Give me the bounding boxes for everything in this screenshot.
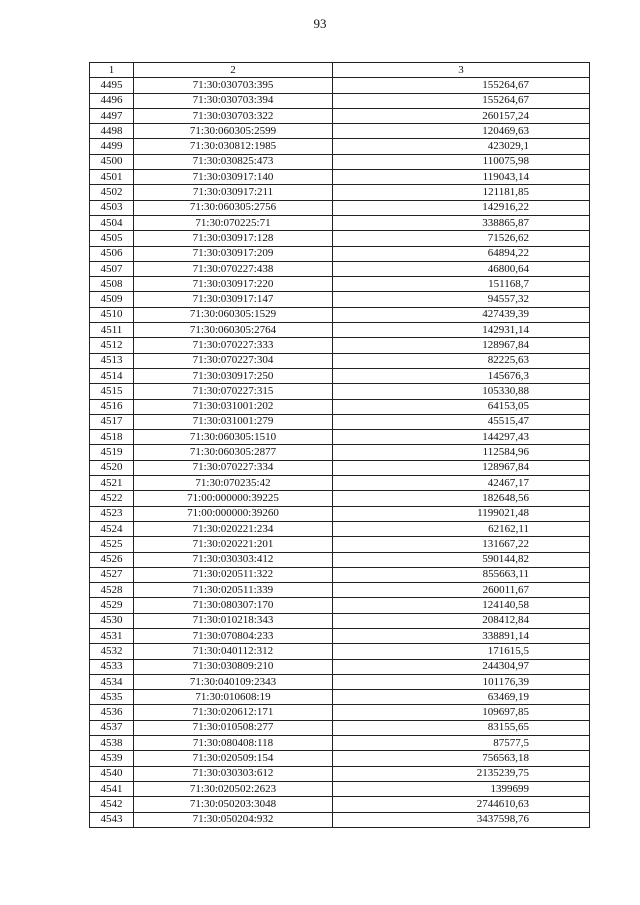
table-row xyxy=(90,108,590,123)
table-row xyxy=(90,644,590,659)
cadastral-number-cell: 71:30:070227:333 xyxy=(134,338,333,353)
row-number-cell: 4504 xyxy=(90,215,134,230)
row-number-cell: 4536 xyxy=(90,705,134,720)
value-cell: 112584,96 xyxy=(333,445,590,460)
row-number-cell: 4521 xyxy=(90,476,134,491)
value-cell: 260011,67 xyxy=(333,583,590,598)
row-number-cell: 4538 xyxy=(90,736,134,751)
table-row xyxy=(90,124,590,139)
cadastral-number-cell: 71:30:030703:394 xyxy=(134,93,333,108)
row-number-cell: 4525 xyxy=(90,537,134,552)
value-cell: 46800,64 xyxy=(333,261,590,276)
row-number-cell: 4534 xyxy=(90,674,134,689)
table-row xyxy=(90,246,590,261)
cadastral-number-cell: 71:30:070227:304 xyxy=(134,353,333,368)
value-cell: 83155,65 xyxy=(333,720,590,735)
row-number-cell: 4519 xyxy=(90,445,134,460)
row-number-cell: 4506 xyxy=(90,246,134,261)
table-row xyxy=(90,445,590,460)
cadastral-number-cell: 71:30:030917:128 xyxy=(134,231,333,246)
row-number-cell: 4532 xyxy=(90,644,134,659)
row-number-cell: 4516 xyxy=(90,399,134,414)
value-cell: 338891,14 xyxy=(333,628,590,643)
table-row xyxy=(90,781,590,796)
cadastral-number-cell: 71:30:010508:277 xyxy=(134,720,333,735)
row-number-cell: 4535 xyxy=(90,690,134,705)
table-row xyxy=(90,797,590,812)
cadastral-number-cell: 71:30:030917:220 xyxy=(134,277,333,292)
cadastral-number-cell: 71:30:030917:140 xyxy=(134,170,333,185)
row-number-cell: 4515 xyxy=(90,384,134,399)
row-number-cell: 4503 xyxy=(90,200,134,215)
cadastral-value-table xyxy=(89,62,590,828)
table-row xyxy=(90,690,590,705)
row-number-cell: 4541 xyxy=(90,781,134,796)
table-row xyxy=(90,353,590,368)
row-number-cell: 4542 xyxy=(90,797,134,812)
cadastral-number-cell: 71:30:020502:2623 xyxy=(134,781,333,796)
value-cell: 2135239,75 xyxy=(333,766,590,781)
cadastral-number-cell: 71:30:030703:395 xyxy=(134,78,333,93)
value-cell: 131667,22 xyxy=(333,537,590,552)
cadastral-number-cell: 71:30:020511:322 xyxy=(134,567,333,582)
row-number-cell: 4500 xyxy=(90,154,134,169)
table-row xyxy=(90,628,590,643)
value-cell: 1199021,48 xyxy=(333,506,590,521)
table-row xyxy=(90,521,590,536)
value-cell: 142931,14 xyxy=(333,323,590,338)
cadastral-number-cell: 71:30:060305:1529 xyxy=(134,307,333,322)
table-row xyxy=(90,583,590,598)
cadastral-number-cell: 71:30:030917:250 xyxy=(134,368,333,383)
table-row xyxy=(90,736,590,751)
value-cell: 124140,58 xyxy=(333,598,590,613)
column-header-2: 2 xyxy=(134,63,333,78)
table-row xyxy=(90,338,590,353)
value-cell: 109697,85 xyxy=(333,705,590,720)
value-cell: 71526,62 xyxy=(333,231,590,246)
cadastral-number-cell: 71:30:030812:1985 xyxy=(134,139,333,154)
cadastral-number-cell: 71:30:030303:612 xyxy=(134,766,333,781)
table-row xyxy=(90,414,590,429)
table-row xyxy=(90,170,590,185)
table-row xyxy=(90,460,590,475)
value-cell: 82225,63 xyxy=(333,353,590,368)
row-number-cell: 4502 xyxy=(90,185,134,200)
value-cell: 171615,5 xyxy=(333,644,590,659)
table-row xyxy=(90,567,590,582)
cadastral-number-cell: 71:30:030917:147 xyxy=(134,292,333,307)
row-number-cell: 4518 xyxy=(90,430,134,445)
table-row xyxy=(90,78,590,93)
row-number-cell: 4526 xyxy=(90,552,134,567)
row-number-cell: 4510 xyxy=(90,307,134,322)
cadastral-number-cell: 71:00:000000:39225 xyxy=(134,491,333,506)
value-cell: 121181,85 xyxy=(333,185,590,200)
value-cell: 120469,63 xyxy=(333,124,590,139)
cadastral-number-cell: 71:30:020511:339 xyxy=(134,583,333,598)
table-row xyxy=(90,751,590,766)
value-cell: 3437598,76 xyxy=(333,812,590,827)
table-row xyxy=(90,368,590,383)
cadastral-number-cell: 71:30:020221:234 xyxy=(134,521,333,536)
row-number-cell: 4501 xyxy=(90,170,134,185)
table-row xyxy=(90,705,590,720)
value-cell: 105330,88 xyxy=(333,384,590,399)
cadastral-number-cell: 71:30:070225:71 xyxy=(134,215,333,230)
table-row xyxy=(90,552,590,567)
value-cell: 756563,18 xyxy=(333,751,590,766)
table-row xyxy=(90,537,590,552)
value-cell: 87577,5 xyxy=(333,736,590,751)
cadastral-number-cell: 71:30:060305:2764 xyxy=(134,323,333,338)
row-number-cell: 4527 xyxy=(90,567,134,582)
cadastral-number-cell: 71:30:050203:3048 xyxy=(134,797,333,812)
value-cell: 128967,84 xyxy=(333,460,590,475)
row-number-cell: 4543 xyxy=(90,812,134,827)
table-row xyxy=(90,766,590,781)
row-number-cell: 4505 xyxy=(90,231,134,246)
cadastral-number-cell: 71:30:010218:343 xyxy=(134,613,333,628)
table-row xyxy=(90,598,590,613)
table-row xyxy=(90,323,590,338)
cadastral-number-cell: 71:30:070227:438 xyxy=(134,261,333,276)
cadastral-number-cell: 71:30:080307:170 xyxy=(134,598,333,613)
row-number-cell: 4514 xyxy=(90,368,134,383)
row-number-cell: 4513 xyxy=(90,353,134,368)
value-cell: 119043,14 xyxy=(333,170,590,185)
cadastral-number-cell: 71:30:060305:2877 xyxy=(134,445,333,460)
value-cell: 64153,05 xyxy=(333,399,590,414)
cadastral-number-cell: 71:30:070227:315 xyxy=(134,384,333,399)
value-cell: 110075,98 xyxy=(333,154,590,169)
value-cell: 423029,1 xyxy=(333,139,590,154)
value-cell: 128967,84 xyxy=(333,338,590,353)
row-number-cell: 4533 xyxy=(90,659,134,674)
value-cell: 338865,87 xyxy=(333,215,590,230)
table-row xyxy=(90,674,590,689)
row-number-cell: 4507 xyxy=(90,261,134,276)
row-number-cell: 4520 xyxy=(90,460,134,475)
value-cell: 155264,67 xyxy=(333,93,590,108)
cadastral-number-cell: 71:30:010608:19 xyxy=(134,690,333,705)
cadastral-number-cell: 71:30:070235:42 xyxy=(134,476,333,491)
row-number-cell: 4537 xyxy=(90,720,134,735)
row-number-cell: 4496 xyxy=(90,93,134,108)
value-cell: 64894,22 xyxy=(333,246,590,261)
cadastral-number-cell: 71:30:060305:1510 xyxy=(134,430,333,445)
cadastral-number-cell: 71:30:070804:233 xyxy=(134,628,333,643)
value-cell: 45515,47 xyxy=(333,414,590,429)
row-number-cell: 4497 xyxy=(90,108,134,123)
row-number-cell: 4499 xyxy=(90,139,134,154)
table-row xyxy=(90,215,590,230)
row-number-cell: 4523 xyxy=(90,506,134,521)
table-row xyxy=(90,506,590,521)
cadastral-number-cell: 71:00:000000:39260 xyxy=(134,506,333,521)
row-number-cell: 4524 xyxy=(90,521,134,536)
value-cell: 1399699 xyxy=(333,781,590,796)
cadastral-number-cell: 71:30:030703:322 xyxy=(134,108,333,123)
cadastral-number-cell: 71:30:040112:312 xyxy=(134,644,333,659)
row-number-cell: 4495 xyxy=(90,78,134,93)
table-body xyxy=(90,78,590,828)
cadastral-number-cell: 71:30:031001:279 xyxy=(134,414,333,429)
column-header-1: 1 xyxy=(90,63,134,78)
cadastral-number-cell: 71:30:060305:2599 xyxy=(134,124,333,139)
table-row xyxy=(90,491,590,506)
row-number-cell: 4530 xyxy=(90,613,134,628)
table-row xyxy=(90,384,590,399)
cadastral-number-cell: 71:30:030809:210 xyxy=(134,659,333,674)
row-number-cell: 4540 xyxy=(90,766,134,781)
row-number-cell: 4508 xyxy=(90,277,134,292)
table-row xyxy=(90,93,590,108)
value-cell: 42467,17 xyxy=(333,476,590,491)
value-cell: 244304,97 xyxy=(333,659,590,674)
table-row xyxy=(90,139,590,154)
table-row xyxy=(90,613,590,628)
value-cell: 144297,43 xyxy=(333,430,590,445)
row-number-cell: 4528 xyxy=(90,583,134,598)
cadastral-number-cell: 71:30:030917:209 xyxy=(134,246,333,261)
cadastral-number-cell: 71:30:030917:211 xyxy=(134,185,333,200)
value-cell: 855663,11 xyxy=(333,567,590,582)
table-row xyxy=(90,430,590,445)
row-number-cell: 4517 xyxy=(90,414,134,429)
row-number-cell: 4509 xyxy=(90,292,134,307)
table-row xyxy=(90,231,590,246)
value-cell: 182648,56 xyxy=(333,491,590,506)
row-number-cell: 4522 xyxy=(90,491,134,506)
page-number: 93 xyxy=(313,16,327,31)
value-cell: 101176,39 xyxy=(333,674,590,689)
value-cell: 590144,82 xyxy=(333,552,590,567)
value-cell: 155264,67 xyxy=(333,78,590,93)
table-row xyxy=(90,812,590,827)
cadastral-number-cell: 71:30:031001:202 xyxy=(134,399,333,414)
value-cell: 63469,19 xyxy=(333,690,590,705)
row-number-cell: 4512 xyxy=(90,338,134,353)
value-cell: 151168,7 xyxy=(333,277,590,292)
table-row xyxy=(90,720,590,735)
cadastral-number-cell: 71:30:020612:171 xyxy=(134,705,333,720)
table-row xyxy=(90,277,590,292)
table-row xyxy=(90,200,590,215)
table-header-row xyxy=(90,63,590,78)
cadastral-number-cell: 71:30:080408:118 xyxy=(134,736,333,751)
table-row xyxy=(90,659,590,674)
row-number-cell: 4498 xyxy=(90,124,134,139)
value-cell: 142916,22 xyxy=(333,200,590,215)
value-cell: 2744610,63 xyxy=(333,797,590,812)
row-number-cell: 4539 xyxy=(90,751,134,766)
row-number-cell: 4531 xyxy=(90,628,134,643)
value-cell: 145676,3 xyxy=(333,368,590,383)
row-number-cell: 4511 xyxy=(90,323,134,338)
cadastral-number-cell: 71:30:040109:2343 xyxy=(134,674,333,689)
cadastral-number-cell: 71:30:020221:201 xyxy=(134,537,333,552)
cadastral-number-cell: 71:30:030303:412 xyxy=(134,552,333,567)
value-cell: 260157,24 xyxy=(333,108,590,123)
table-row xyxy=(90,154,590,169)
cadastral-number-cell: 71:30:070227:334 xyxy=(134,460,333,475)
table-row xyxy=(90,261,590,276)
cadastral-number-cell: 71:30:050204:932 xyxy=(134,812,333,827)
table-row xyxy=(90,476,590,491)
value-cell: 208412,84 xyxy=(333,613,590,628)
column-header-3: 3 xyxy=(333,63,590,78)
value-cell: 62162,11 xyxy=(333,521,590,536)
row-number-cell: 4529 xyxy=(90,598,134,613)
table-row xyxy=(90,185,590,200)
value-cell: 94557,32 xyxy=(333,292,590,307)
value-cell: 427439,39 xyxy=(333,307,590,322)
cadastral-number-cell: 71:30:060305:2756 xyxy=(134,200,333,215)
table-row xyxy=(90,399,590,414)
cadastral-number-cell: 71:30:020509:154 xyxy=(134,751,333,766)
table-row xyxy=(90,307,590,322)
table-row xyxy=(90,292,590,307)
cadastral-number-cell: 71:30:030825:473 xyxy=(134,154,333,169)
